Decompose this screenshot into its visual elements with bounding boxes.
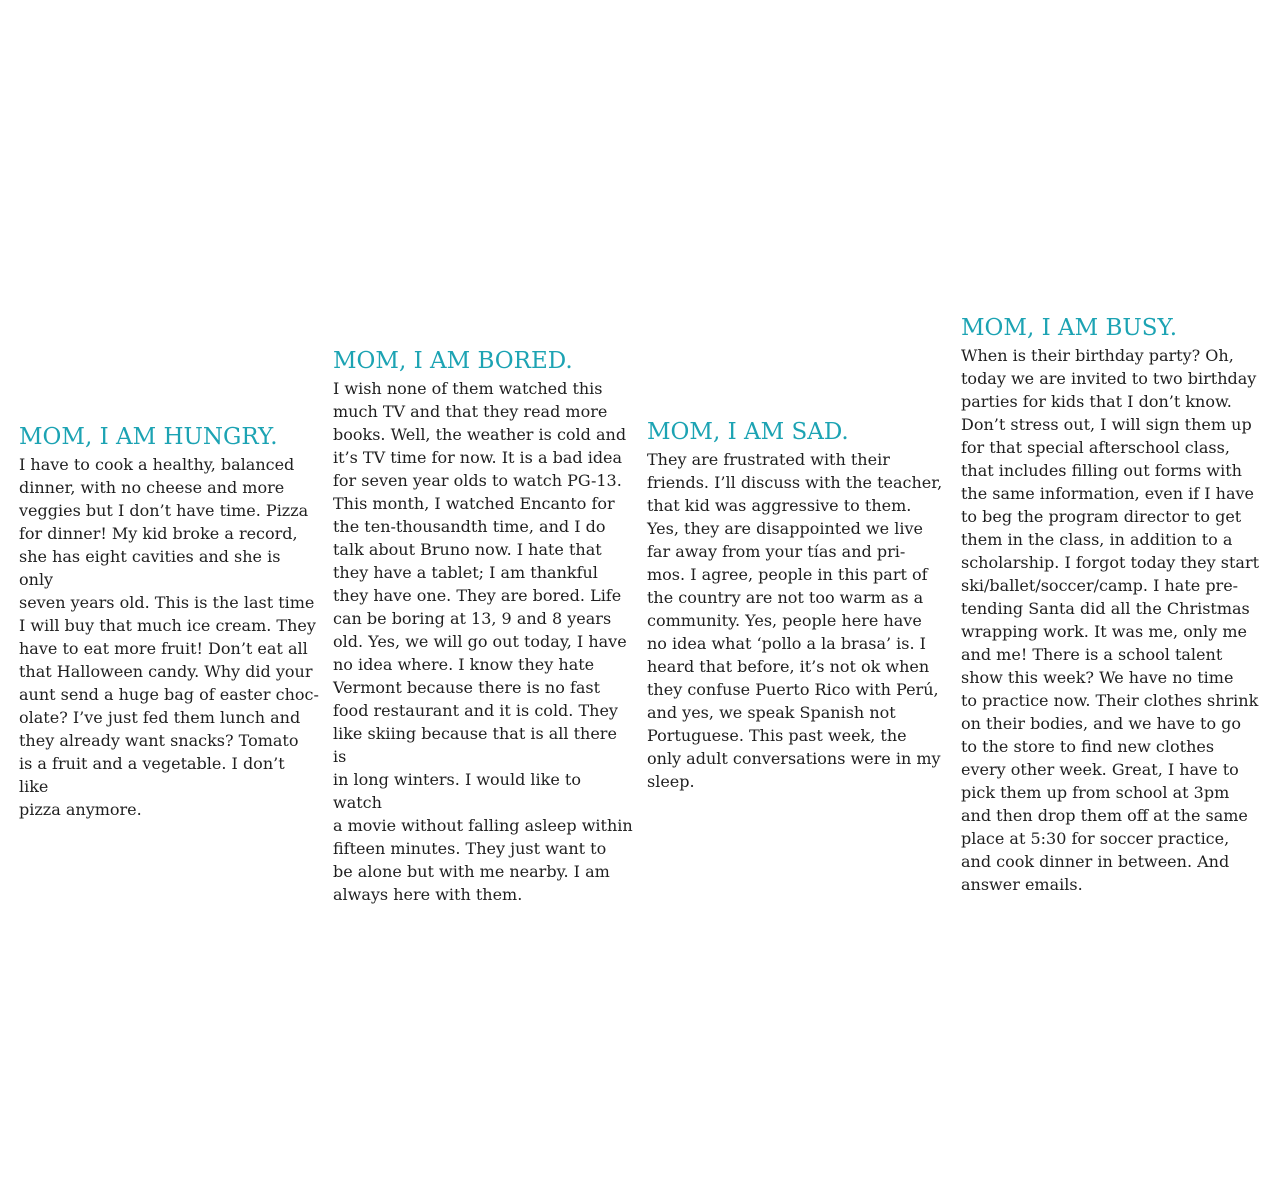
- bored-section: [333, 347, 633, 906]
- hungry-heading: MOM, I AM HUNGRY.: [19, 424, 278, 450]
- hungry-paragraph: I have to cook a healthy, balanced dinner, with no cheese and more veggies but I don’t have time. Pizza for dinner! My kid broke a record, she has eight cavities and she is only seven years old. This is the last time I will buy that much ice cream. They have to eat more fruit! Don’t eat all that Halloween candy. Why did your aunt send a huge bag of easter choc- olate? I’ve just fed them lunch and they already want snacks? Tomato is a fruit and a vegetable. I don’t like pizza anymore.: [19, 455, 319, 819]
- sad-heading: MOM, I AM SAD.: [647, 419, 849, 445]
- bored-paragraph: I wish none of them watched this much TV and that they read more books. Well, the weather is cold and it’s TV time for now. It is a bad idea for seven year olds to watch PG-13. This month, I watched Encanto for the ten-thousandth time, and I do talk about Bruno now. I hate that they have a tablet; I am thankful they have one. They are bored. Life can be boring at 13, 9 and 8 years old. Yes, we will go out today, I have no idea where. I know they hate Vermont because there is no fast food restaurant and it is cold. They like skiing because that is all there is in long winters. I would like to watch a movie without falling asleep within fifteen minutes. They just want to be alone but with me nearby. I am always here with them.: [333, 379, 633, 904]
- sad-paragraph: They are frustrated with their friends. I’ll discuss with the teacher, that kid was aggressive to them. Yes, they are disappointed we live far away from your tías and pri- mos. I agree, people in this part of the country are not too warm as a community. Yes, people here have no idea what ‘pollo a la brasa’ is. I heard that before, it’s not ok when they confuse Puerto Rico with Perú, and yes, we speak Spanish not Portuguese. This past week, the only adult conversations were in my sleep.: [647, 450, 943, 791]
- busy-heading: MOM, I AM BUSY.: [961, 315, 1178, 341]
- bored-heading: MOM, I AM BORED.: [333, 348, 573, 374]
- busy-paragraph: When is their birthday party? Oh, today we are invited to two birthday parties for kids that I don’t know. Don’t stress out, I will sign them up for that special afterschool class, that includes filling out forms with the same information, even if I have to beg the program director to get them in the class, in addition to a scholarship. I forgot today they start ski/ballet/soccer/camp. I hate pre- tending Santa did all the Christmas wrapping work. It was me, only me and me! There is a school talent show this week? We have no time to practice now. Their clothes shrink on their bodies, and we have to go to the store to find new clothes every other week. Great, I have to pick them up from school at 3pm and then drop them off at the same place at 5:30 for soccer practice, and cook dinner in between. And answer emails.: [961, 346, 1260, 894]
- sad-section: [647, 418, 947, 793]
- busy-section: [961, 314, 1261, 896]
- hungry-section: [19, 423, 319, 821]
